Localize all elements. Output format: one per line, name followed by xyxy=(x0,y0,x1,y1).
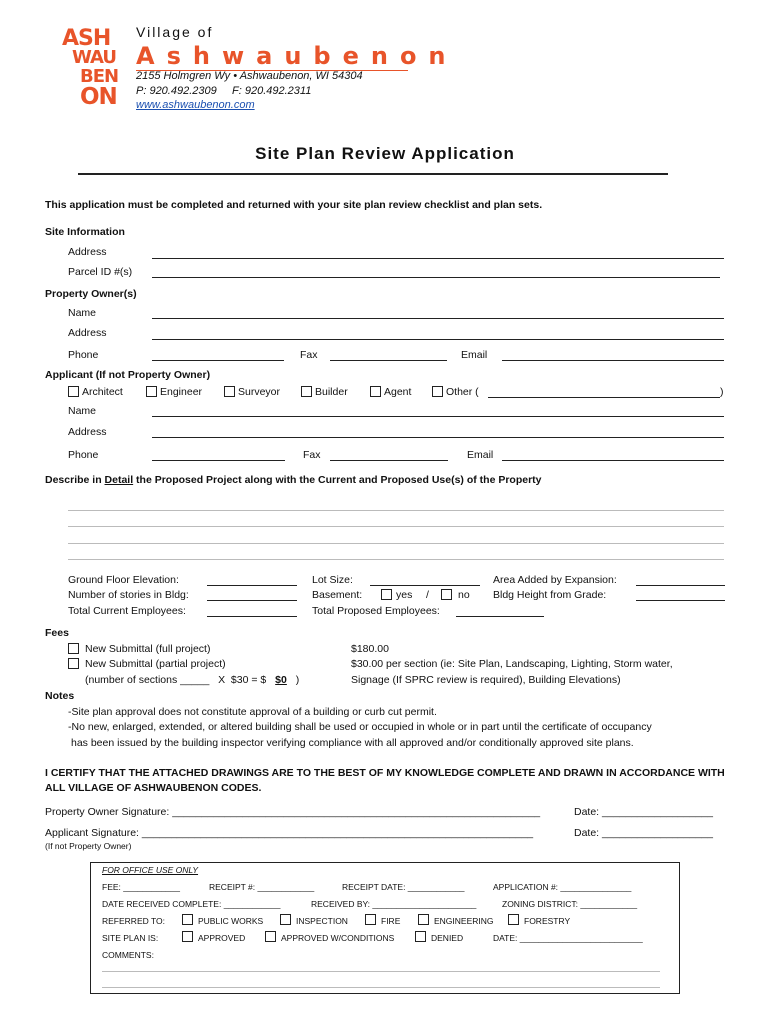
full-project-price: $180.00 xyxy=(351,643,389,655)
ground-floor-field[interactable] xyxy=(207,585,297,586)
other-checkbox[interactable] xyxy=(432,386,443,397)
describe-line[interactable] xyxy=(68,526,724,527)
approved-label: APPROVED xyxy=(198,933,246,943)
bldg-height-label: Bldg Height from Grade: xyxy=(493,589,607,601)
if-not-owner-note: (If not Property Owner) xyxy=(45,841,132,851)
owner-signature-field[interactable]: Property Owner Signature: _______________________________________________________________ xyxy=(45,806,541,818)
owner-email-field[interactable] xyxy=(502,360,724,361)
architect-checkbox[interactable] xyxy=(68,386,79,397)
partial-project-price: $30.00 per section (ie: Site Plan, Landscaping, Lighting, Storm water, xyxy=(351,658,673,670)
owner-address-field[interactable] xyxy=(152,339,724,340)
denied-label: DENIED xyxy=(431,933,464,943)
full-project-label: New Submittal (full project) xyxy=(85,643,211,655)
agent-checkbox[interactable] xyxy=(370,386,381,397)
engineering-label: ENGINEERING xyxy=(434,916,494,926)
public-works-label: PUBLIC WORKS xyxy=(198,916,264,926)
village-website-link[interactable]: www.ashwaubenon.com xyxy=(136,99,255,111)
basement-yes-checkbox[interactable] xyxy=(381,589,392,600)
parcel-field[interactable] xyxy=(152,277,720,278)
village-phone-fax: P: 920.492.2309 F: 920.492.2311 xyxy=(136,85,312,97)
basement-yes-label: yes xyxy=(396,589,413,601)
proposed-employees-label: Total Proposed Employees: xyxy=(312,605,440,617)
note-3: has been issued by the building inspector verifying compliance with all approved and/or conditionally approved site plans. xyxy=(71,737,634,749)
other-label: Other ( xyxy=(446,386,479,398)
office-fee[interactable]: FEE: ____________ xyxy=(102,882,180,892)
other-field[interactable] xyxy=(488,397,720,398)
describe-line[interactable] xyxy=(68,543,724,544)
surveyor-label: Surveyor xyxy=(238,386,281,398)
office-comments-label: COMMENTS: xyxy=(102,950,154,960)
office-received-by[interactable]: RECEIVED BY: ______________________ xyxy=(311,899,477,909)
applicant-name-field[interactable] xyxy=(152,416,724,417)
owner-date-field[interactable]: Date: ___________________ xyxy=(574,806,713,818)
office-application[interactable]: APPLICATION #: _______________ xyxy=(493,882,632,892)
other-close-paren: ) xyxy=(720,386,724,398)
office-site-plan-label: SITE PLAN IS: xyxy=(102,933,159,943)
owner-phone-field[interactable] xyxy=(152,360,284,361)
stories-field[interactable] xyxy=(207,600,297,601)
current-employees-field[interactable] xyxy=(207,616,297,617)
office-use-heading: FOR OFFICE USE ONLY xyxy=(102,865,199,875)
office-zoning[interactable]: ZONING DISTRICT: ____________ xyxy=(502,899,638,909)
office-date-received[interactable]: DATE RECEIVED COMPLETE: ____________ xyxy=(102,899,281,909)
sections-calc-text: (number of sections _____ X $30 = $ xyxy=(85,674,267,686)
office-referred-label: REFERRED TO: xyxy=(102,916,165,926)
surveyor-checkbox[interactable] xyxy=(224,386,235,397)
partial-project-price-detail: Signage (If SPRC review is required), Building Elevations) xyxy=(351,674,621,686)
applicant-name-label: Name xyxy=(68,405,97,417)
village-of-label: Village of xyxy=(136,24,214,40)
owner-address-label: Address xyxy=(68,327,107,339)
applicant-fax-field[interactable] xyxy=(330,460,448,461)
applicant-date-field[interactable]: Date: ___________________ xyxy=(574,827,713,839)
describe-line[interactable] xyxy=(68,559,724,560)
site-address-field[interactable] xyxy=(152,258,724,259)
area-added-label: Area Added by Expansion: xyxy=(493,574,617,586)
certify-line-1: I CERTIFY THAT THE ATTACHED DRAWINGS ARE TO THE BEST OF MY KNOWLEDGE COMPLETE AND DRAWN IN ACCORDANCE WITH xyxy=(45,767,725,779)
partial-project-checkbox[interactable] xyxy=(68,658,79,669)
ground-floor-label: Ground Floor Elevation: xyxy=(68,574,179,586)
builder-label: Builder xyxy=(315,386,348,398)
engineer-checkbox[interactable] xyxy=(146,386,157,397)
site-info-heading: Site Information xyxy=(45,226,125,238)
sections-calc xyxy=(85,674,299,686)
approved-conditions-checkbox[interactable] xyxy=(265,931,276,942)
describe-detail: Detail xyxy=(104,474,134,486)
fees-heading: Fees xyxy=(45,627,69,639)
current-employees-label: Total Current Employees: xyxy=(68,605,186,617)
office-date[interactable]: DATE: __________________________ xyxy=(493,933,643,943)
basement-no-label: no xyxy=(458,589,470,601)
comments-line[interactable] xyxy=(102,971,660,972)
basement-label: Basement: xyxy=(312,589,363,601)
proposed-employees-field[interactable] xyxy=(456,616,544,617)
fire-checkbox[interactable] xyxy=(365,914,376,925)
office-receipt[interactable]: RECEIPT #: ____________ xyxy=(209,882,315,892)
architect-label: Architect xyxy=(82,386,123,398)
area-added-field[interactable] xyxy=(636,585,725,586)
page-title: Site Plan Review Application xyxy=(255,144,515,163)
village-address: 2155 Holmgren Wy • Ashwaubenon, WI 54304 xyxy=(136,70,363,82)
applicant-address-field[interactable] xyxy=(152,437,724,438)
inspection-checkbox[interactable] xyxy=(280,914,291,925)
sections-total: $0 xyxy=(275,674,287,686)
public-works-checkbox[interactable] xyxy=(182,914,193,925)
logo-text-ben: BEN xyxy=(80,66,119,87)
owner-phone-label: Phone xyxy=(68,349,99,361)
owner-name-field[interactable] xyxy=(152,318,724,319)
comments-line[interactable] xyxy=(102,987,660,988)
applicant-fax-label: Fax xyxy=(303,449,321,461)
basement-slash: / xyxy=(426,589,429,601)
engineer-label: Engineer xyxy=(160,386,203,398)
partial-project-label: New Submittal (partial project) xyxy=(85,658,226,670)
village-name: Ashwaubenon xyxy=(136,42,458,70)
approved-checkbox[interactable] xyxy=(182,931,193,942)
owner-name-label: Name xyxy=(68,307,97,319)
stories-label: Number of stories in Bldg: xyxy=(68,589,189,601)
applicant-heading: Applicant (If not Property Owner) xyxy=(45,369,211,381)
describe-heading xyxy=(45,474,542,486)
site-address-label: Address xyxy=(68,246,107,258)
forestry-label: FORESTRY xyxy=(524,916,571,926)
certify-line-2: ALL VILLAGE OF ASHWAUBENON CODES. xyxy=(45,782,262,794)
approved-conditions-label: APPROVED W/CONDITIONS xyxy=(281,933,395,943)
builder-checkbox[interactable] xyxy=(301,386,312,397)
bldg-height-field[interactable] xyxy=(636,600,725,601)
owner-fax-label: Fax xyxy=(300,349,318,361)
full-project-checkbox[interactable] xyxy=(68,643,79,654)
notes-heading: Notes xyxy=(45,690,75,702)
fire-label: FIRE xyxy=(381,916,401,926)
office-receipt-date[interactable]: RECEIPT DATE: ____________ xyxy=(342,882,465,892)
parcel-label: Parcel ID #(s) xyxy=(68,266,133,278)
applicant-phone-label: Phone xyxy=(68,449,99,461)
intro-text: This application must be completed and returned with your site plan review checklist and plan sets. xyxy=(45,199,543,211)
village-logo xyxy=(62,28,124,112)
note-1: -Site plan approval does not constitute approval of a building or curb cut permit. xyxy=(68,706,437,718)
owner-email-label: Email xyxy=(461,349,488,361)
lot-size-label: Lot Size: xyxy=(312,574,353,586)
applicant-address-label: Address xyxy=(68,426,107,438)
logo-text-on: ON xyxy=(80,84,117,110)
agent-label: Agent xyxy=(384,386,412,398)
denied-checkbox[interactable] xyxy=(415,931,426,942)
note-2: -No new, enlarged, extended, or altered building shall be used or occupied in whole or in part until the certificate of occupancy xyxy=(68,721,652,733)
describe-prefix: Describe in xyxy=(45,474,105,486)
applicant-email-field[interactable] xyxy=(502,460,724,461)
logo-text-ash: ASH xyxy=(62,26,111,51)
inspection-label: INSPECTION xyxy=(296,916,348,926)
sections-calc-close: ) xyxy=(295,674,300,686)
describe-line[interactable] xyxy=(68,510,724,511)
applicant-signature-field[interactable]: Applicant Signature: ___________________________________________________________________ xyxy=(45,827,534,839)
applicant-phone-field[interactable] xyxy=(152,460,285,461)
describe-suffix: the Proposed Project along with the Current and Proposed Use(s) of the Property xyxy=(133,474,542,486)
forestry-checkbox[interactable] xyxy=(508,914,519,925)
basement-no-checkbox[interactable] xyxy=(441,589,452,600)
owner-fax-field[interactable] xyxy=(330,360,447,361)
owner-heading: Property Owner(s) xyxy=(45,288,137,300)
logo-text-wau: WAU xyxy=(72,47,117,68)
title-rule xyxy=(78,173,668,175)
engineering-checkbox[interactable] xyxy=(418,914,429,925)
lot-size-field[interactable] xyxy=(370,585,480,586)
applicant-email-label: Email xyxy=(467,449,494,461)
